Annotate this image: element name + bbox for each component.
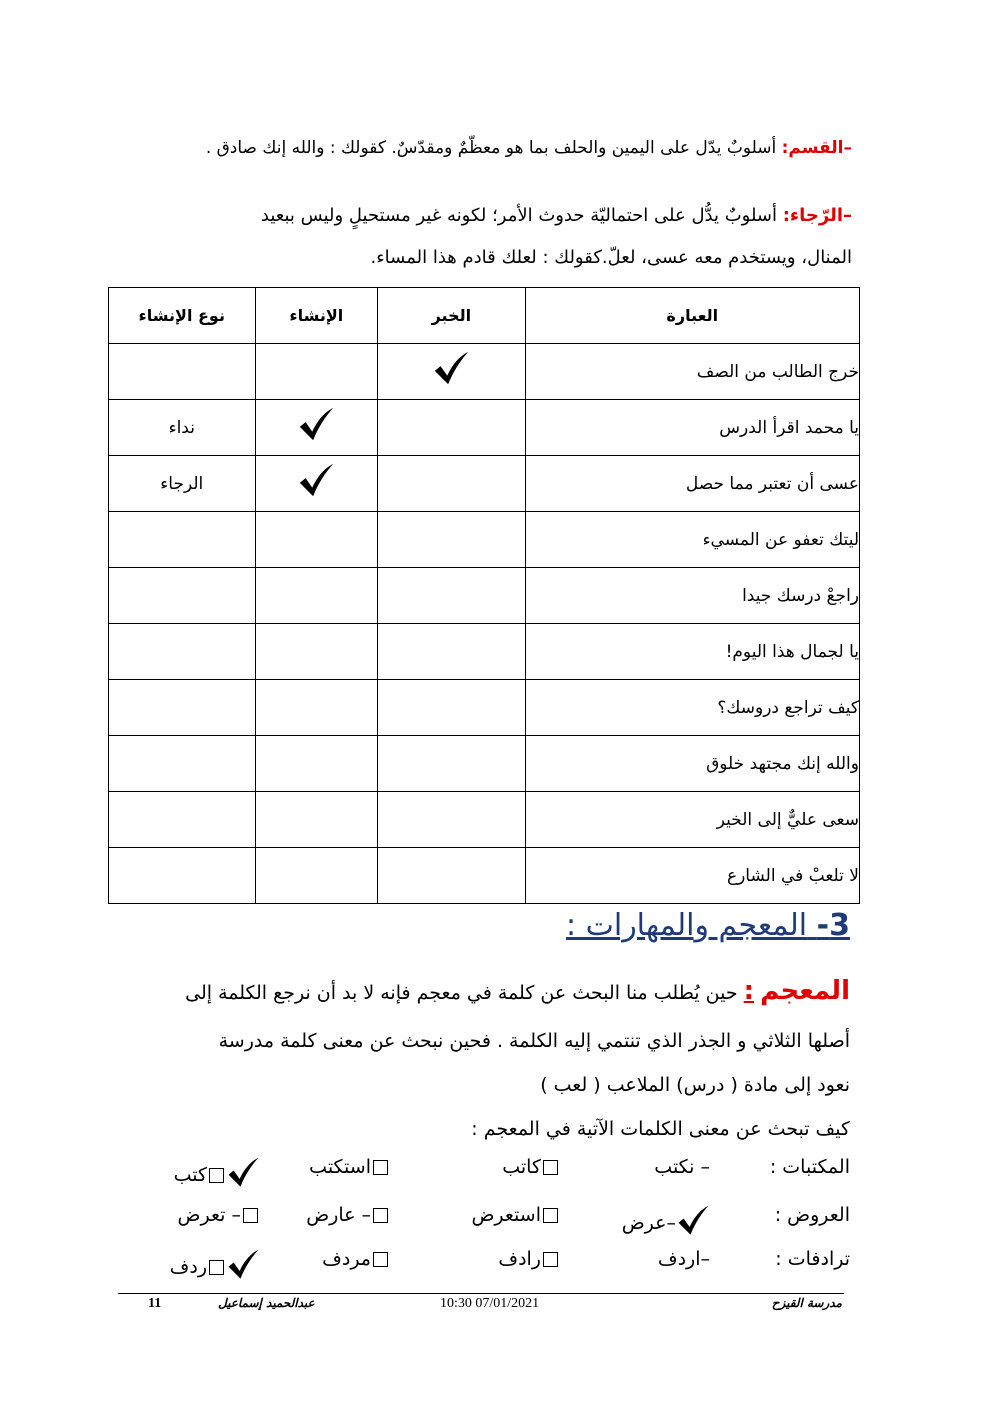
checkbox[interactable] <box>543 1208 558 1223</box>
option-label: – نكتب <box>654 1156 710 1178</box>
exercise-label: العروض : <box>774 1204 850 1226</box>
option-label: مردف <box>322 1248 371 1270</box>
option-label: – تعرض <box>177 1204 241 1226</box>
insha-cell <box>255 848 378 904</box>
insha-type-cell <box>109 344 256 400</box>
exercise-option[interactable] <box>322 1248 390 1270</box>
insha-cell <box>255 792 378 848</box>
mujam-colon: : <box>743 976 755 1006</box>
exercise-option[interactable] <box>309 1156 390 1178</box>
checkmark-icon <box>432 373 470 393</box>
section-number: 3- <box>816 908 850 943</box>
mujam-line3: نعود إلى مادة ( درس) الملاعب ( لعب ) <box>540 1074 850 1096</box>
checkbox[interactable] <box>373 1160 388 1175</box>
khabar-cell <box>378 400 525 456</box>
insha-cell <box>255 568 378 624</box>
option-label: استعرض <box>471 1204 541 1226</box>
option-label: – عارض <box>306 1204 371 1226</box>
option-label: –اردف <box>657 1248 710 1270</box>
option-label: استكتب <box>309 1156 371 1178</box>
exercise-row <box>160 1204 850 1240</box>
exercise-option[interactable] <box>170 1248 260 1287</box>
header-phrase: العبارة <box>525 288 859 344</box>
footer-school: مدرسة القيزح <box>771 1296 842 1310</box>
mujam-line1 <box>185 978 850 1006</box>
checkbox[interactable] <box>543 1252 558 1267</box>
insha-khabar-table <box>108 287 860 904</box>
raja-definition-line2: المنال، ويستخدم معه عسى، لعلّ.كقولك : لعلك قادم هذا المساء. <box>370 247 852 268</box>
exercise-row <box>160 1156 850 1192</box>
option-label: رادف <box>498 1248 541 1270</box>
checkbox[interactable] <box>243 1208 258 1223</box>
exercise-option[interactable] <box>178 1204 260 1226</box>
section-title: المعجم والمهارات : <box>565 908 808 943</box>
table-row <box>109 568 860 624</box>
checkmark-icon <box>676 1221 710 1243</box>
phrase-cell: ليتك تعفو عن المسيء <box>525 512 859 568</box>
insha-cell <box>255 736 378 792</box>
table-header-row <box>109 288 860 344</box>
insha-type-cell <box>109 624 256 680</box>
option-label: كاتب <box>502 1156 541 1178</box>
table-row <box>109 344 860 400</box>
insha-cell <box>255 400 378 456</box>
exercise-option[interactable] <box>471 1204 560 1226</box>
khabar-cell <box>378 568 525 624</box>
mujam-term: المعجم <box>760 976 850 1006</box>
checkbox[interactable] <box>209 1168 224 1183</box>
khabar-cell <box>378 624 525 680</box>
exercise-option[interactable] <box>622 1204 710 1243</box>
khabar-cell <box>378 680 525 736</box>
phrase-cell: راجعْ درسك جيدا <box>525 568 859 624</box>
exercise-option[interactable] <box>306 1204 390 1226</box>
exercise-option[interactable] <box>658 1248 710 1270</box>
page-number: 11 <box>148 1296 162 1311</box>
khabar-cell <box>378 848 525 904</box>
qasam-text: أسلوبٌ يدّل على اليمين والحلف بما هو معظّمٌ ومقدّسٌ. كقولك : والله إنك صادق . <box>205 138 777 158</box>
exercise-option[interactable] <box>502 1156 560 1178</box>
table-row <box>109 512 860 568</box>
raja-dash: – <box>843 205 852 226</box>
khabar-cell <box>378 456 525 512</box>
checkmark-icon <box>226 1173 260 1195</box>
table-row <box>109 624 860 680</box>
header-insha-type: نوع الإنشاء <box>109 288 256 344</box>
insha-cell <box>255 624 378 680</box>
mujam-question: كيف تبحث عن معنى الكلمات الآتية في المعجم : <box>471 1118 850 1140</box>
qasam-dash: – <box>843 138 852 158</box>
table-row <box>109 680 860 736</box>
raja-term: الرّجاء: <box>782 205 843 226</box>
phrase-cell: يا لجمال هذا اليوم! <box>525 624 859 680</box>
checkmark-icon <box>226 1265 260 1287</box>
header-insha: الإنشاء <box>255 288 378 344</box>
insha-type-cell <box>109 512 256 568</box>
option-label: كتب <box>173 1164 207 1186</box>
khabar-cell <box>378 512 525 568</box>
option-label: ردف <box>169 1256 207 1278</box>
exercise-option[interactable] <box>654 1156 710 1178</box>
raja-line1: أسلوبٌ يدُّل على احتماليّة حدوث الأمر؛ لكونه غير مستحيلٍ وليس ببعيد <box>260 205 777 226</box>
insha-type-cell <box>109 736 256 792</box>
insha-cell <box>255 512 378 568</box>
footer-author: عبدالحميد إسماعيل <box>218 1296 315 1310</box>
insha-type-cell <box>109 680 256 736</box>
table-row <box>109 792 860 848</box>
checkbox[interactable] <box>373 1252 388 1267</box>
phrase-cell: كيف تراجع دروسك؟ <box>525 680 859 736</box>
phrase-cell: عسى أن تعتبر مما حصل <box>525 456 859 512</box>
insha-cell <box>255 344 378 400</box>
table-row <box>109 456 860 512</box>
phrase-cell: يا محمد اقرأ الدرس <box>525 400 859 456</box>
phrase-cell: لا تلعبْ في الشارع <box>525 848 859 904</box>
insha-cell <box>255 456 378 512</box>
table-row <box>109 400 860 456</box>
checkmark-icon <box>297 429 335 449</box>
insha-type-cell <box>109 848 256 904</box>
insha-type-cell <box>109 792 256 848</box>
insha-type-cell: الرجاء <box>109 456 256 512</box>
exercise-label: ترادفات : <box>775 1248 850 1270</box>
checkbox[interactable] <box>209 1260 224 1275</box>
insha-cell <box>255 680 378 736</box>
phrase-cell: والله إنك مجتهد خلوق <box>525 736 859 792</box>
qasam-definition <box>206 136 852 160</box>
header-khabar: الخبر <box>378 288 525 344</box>
exercise-label: المكتبات : <box>769 1156 850 1178</box>
exercise-option[interactable] <box>498 1248 560 1270</box>
phrase-cell: سعى عليٌّ إلى الخير <box>525 792 859 848</box>
insha-type-cell <box>109 568 256 624</box>
exercise-row <box>160 1248 850 1284</box>
footer-datetime: 10:30 07/01/2021 <box>440 1296 540 1311</box>
checkbox[interactable] <box>373 1208 388 1223</box>
exercise-option[interactable] <box>174 1156 260 1195</box>
checkmark-icon <box>297 485 335 505</box>
khabar-cell <box>378 344 525 400</box>
khabar-cell <box>378 736 525 792</box>
option-label: –عرض <box>621 1212 676 1234</box>
checkbox[interactable] <box>543 1160 558 1175</box>
mujam-line2: أصلها الثلاثي و الجذر الذي تنتمي إليه الكلمة . فحين نبحث عن معنى كلمة مدرسة <box>218 1030 850 1052</box>
footer-divider <box>118 1293 844 1294</box>
raja-definition-line1 <box>261 204 852 228</box>
section-heading <box>566 908 850 943</box>
qasam-term: القسم: <box>781 138 844 158</box>
table-row <box>109 736 860 792</box>
khabar-cell <box>378 792 525 848</box>
mujam-line1-text: حين يُطلب منا البحث عن كلمة في معجم فإنه لا بد أن نرجع الكلمة إلى <box>185 982 738 1004</box>
insha-type-cell: نداء <box>109 400 256 456</box>
table-row <box>109 848 860 904</box>
phrase-cell: خرج الطالب من الصف <box>525 344 859 400</box>
